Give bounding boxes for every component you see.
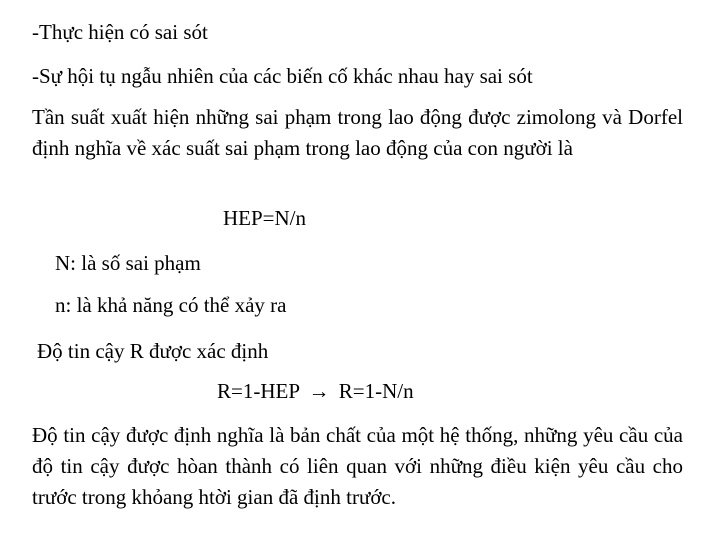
closing-paragraph: Độ tin cậy được định nghĩa là bản chất của một hệ thống, những yêu cầu của độ tin cậy được hòan thành có liên quan với những điều kiện yêu cầu cho trước trong khỏang htời gian đã định trước. — [32, 423, 683, 509]
bullet-random-convergence: -Sự hội tụ ngẫu nhiên của các biến cố khác nhau hay sai sót — [32, 64, 533, 88]
reliability-heading: Độ tin cậy R được xác định — [37, 339, 269, 363]
bullet-performed-with-error: -Thực hiện có sai sót — [32, 20, 208, 44]
formula-hep: HEP=N/n — [223, 206, 307, 230]
definition-paragraph: Tần suất xuất hiện những sai phạm trong lao động được zimolong và Dorfel định nghĩa về xác suất sai phạm trong lao động của con người là — [32, 105, 683, 160]
variable-n-definition: n: là khả năng có thể xảy ra — [55, 293, 287, 317]
formula-r-left: R=1-HEP — [217, 379, 300, 403]
arrow-right-icon: → — [308, 379, 330, 403]
variable-N-definition: N: là số sai phạm — [55, 251, 201, 275]
formula-r-right: R=1-N/n — [338, 379, 414, 403]
formula-reliability — [217, 377, 414, 405]
